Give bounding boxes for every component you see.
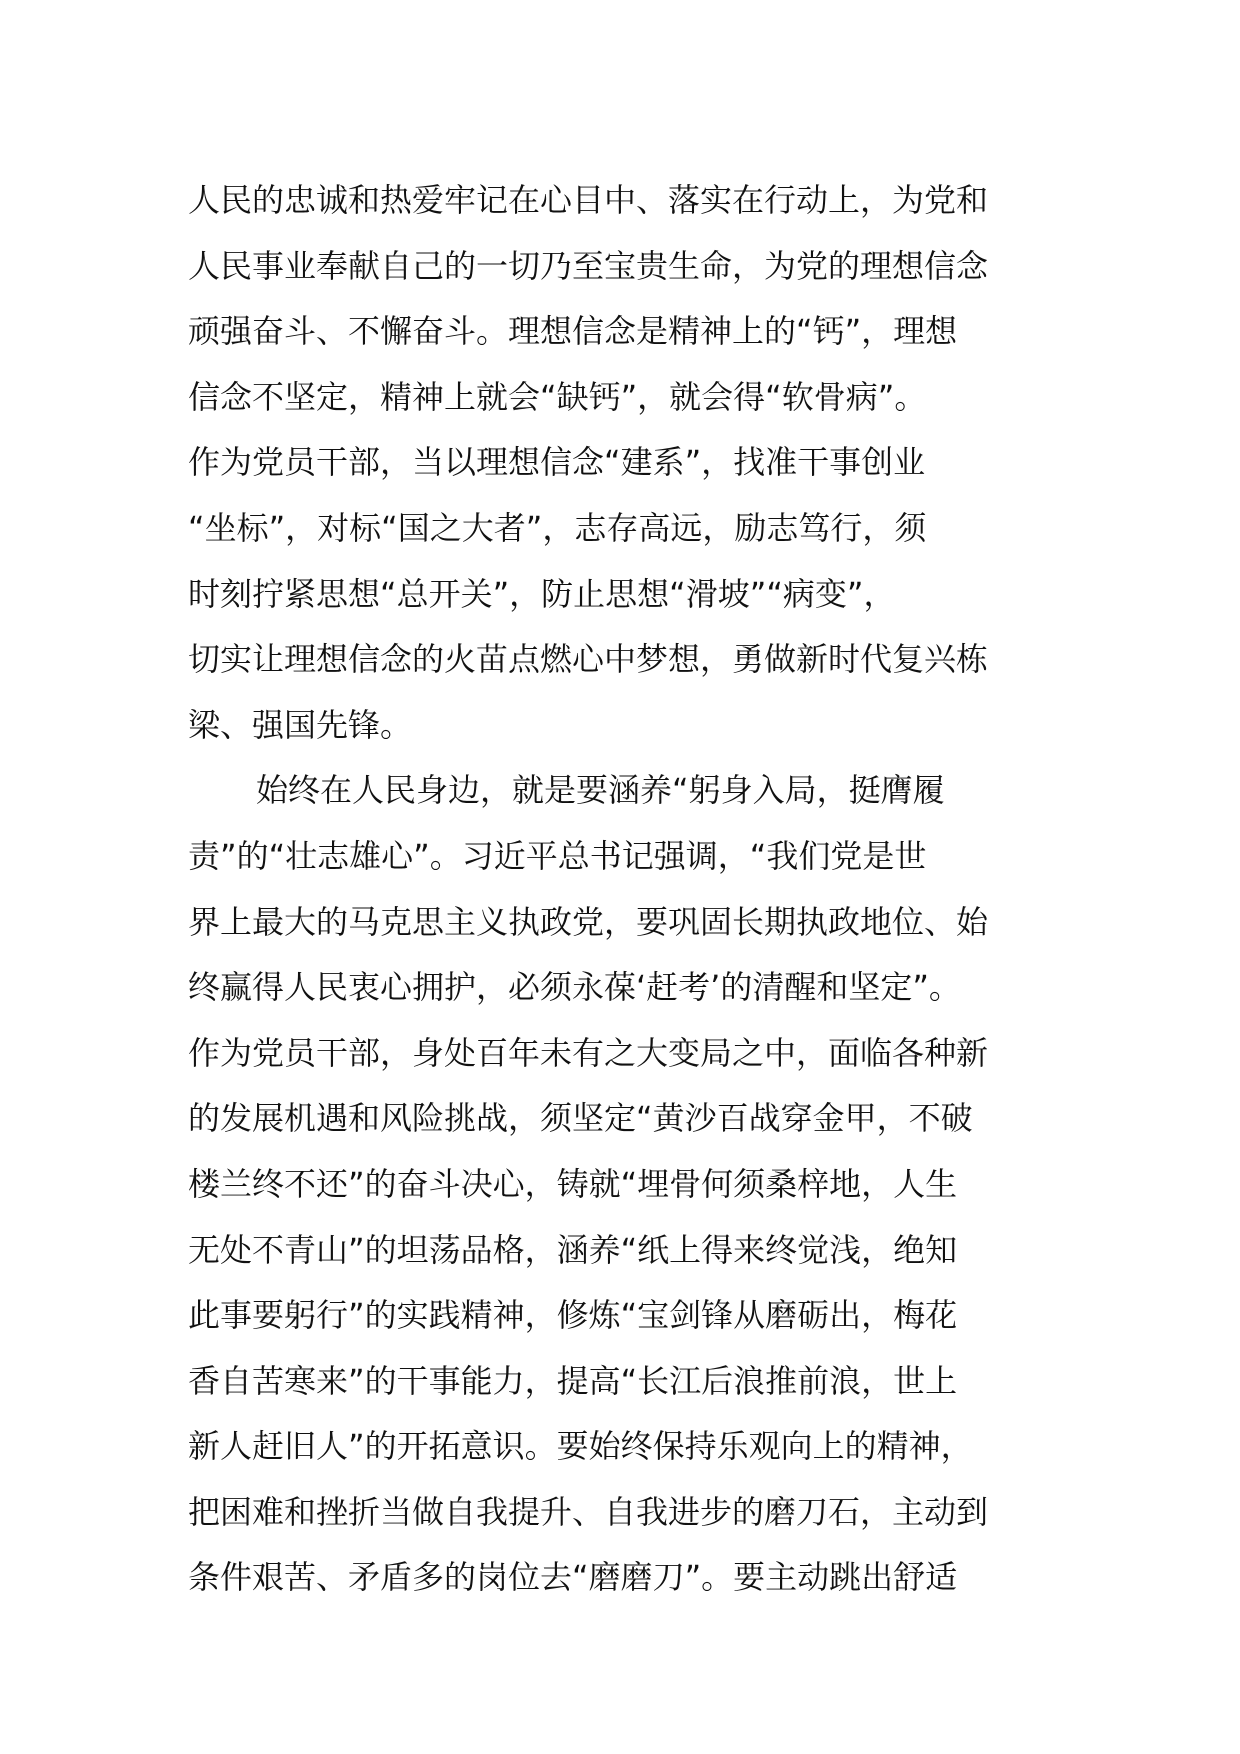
text-line: 切实让理想信念的火苗点燃心中梦想，勇做新时代复兴栋 [188,640,989,679]
text-line: 终赢得人民衷心拥护，必须永葆‘赶考’的清醒和坚定”。 [188,968,961,1007]
paragraph-start-line: 始终在人民身边，就是要涵养“躬身入局，挺膺履 [256,771,945,810]
body-text [188,168,1068,1611]
text-line: 的发展机遇和风险挑战，须坚定“黄沙百战穿金甲，不破 [188,1099,973,1138]
text-line: 条件艰苦、矛盾多的岗位去“磨磨刀”。要主动跳出舒适 [188,1558,958,1597]
text-line: 信念不坚定，精神上就会“缺钙”，就会得“软骨病”。 [188,377,927,416]
text-line: 把困难和挫折当做自我提升、自我进步的磨刀石，主动到 [188,1492,989,1531]
text-line: 界上最大的马克思主义执政党，要巩固长期执政地位、始 [188,902,989,941]
text-line: 梁、强国先锋。 [188,705,413,744]
text-line: “坐标”，对标“国之大者”，志存高远，励志笃行，须 [188,508,927,547]
text-line: 新人赶旧人”的开拓意识。要始终保持乐观向上的精神， [188,1427,973,1466]
text-line: 作为党员干部，当以理想信念“建系”，找准干事创业 [188,443,926,482]
text-line: 楼兰终不还”的奋斗决心，铸就“埋骨何须桑梓地，人生 [188,1164,958,1203]
text-line: 作为党员干部，身处百年未有之大变局之中，面临各种新 [188,1033,989,1072]
text-line: 人民事业奉献自己的一切乃至宝贵生命，为党的理想信念 [188,246,989,285]
text-line: 香自苦寒来”的干事能力，提高“长江后浪推前浪，世上 [188,1361,958,1400]
text-line: 时刻拧紧思想“总开关”，防止思想“滑坡”“病变”， [188,574,896,613]
text-line: 无处不青山”的坦荡品格，涵养“纸上得来终觉浅，绝知 [188,1230,958,1269]
text-line: 此事要躬行”的实践精神，修炼“宝剑锋从磨砺出，梅花 [188,1296,958,1335]
text-line: 顽强奋斗、不懈奋斗。理想信念是精神上的“钙”，理想 [188,312,958,351]
text-line: 人民的忠诚和热爱牢记在心目中、落实在行动上，为党和 [188,181,989,219]
text-line: 责”的“壮志雄心”。习近平总书记强调，“我们党是世 [188,836,927,875]
